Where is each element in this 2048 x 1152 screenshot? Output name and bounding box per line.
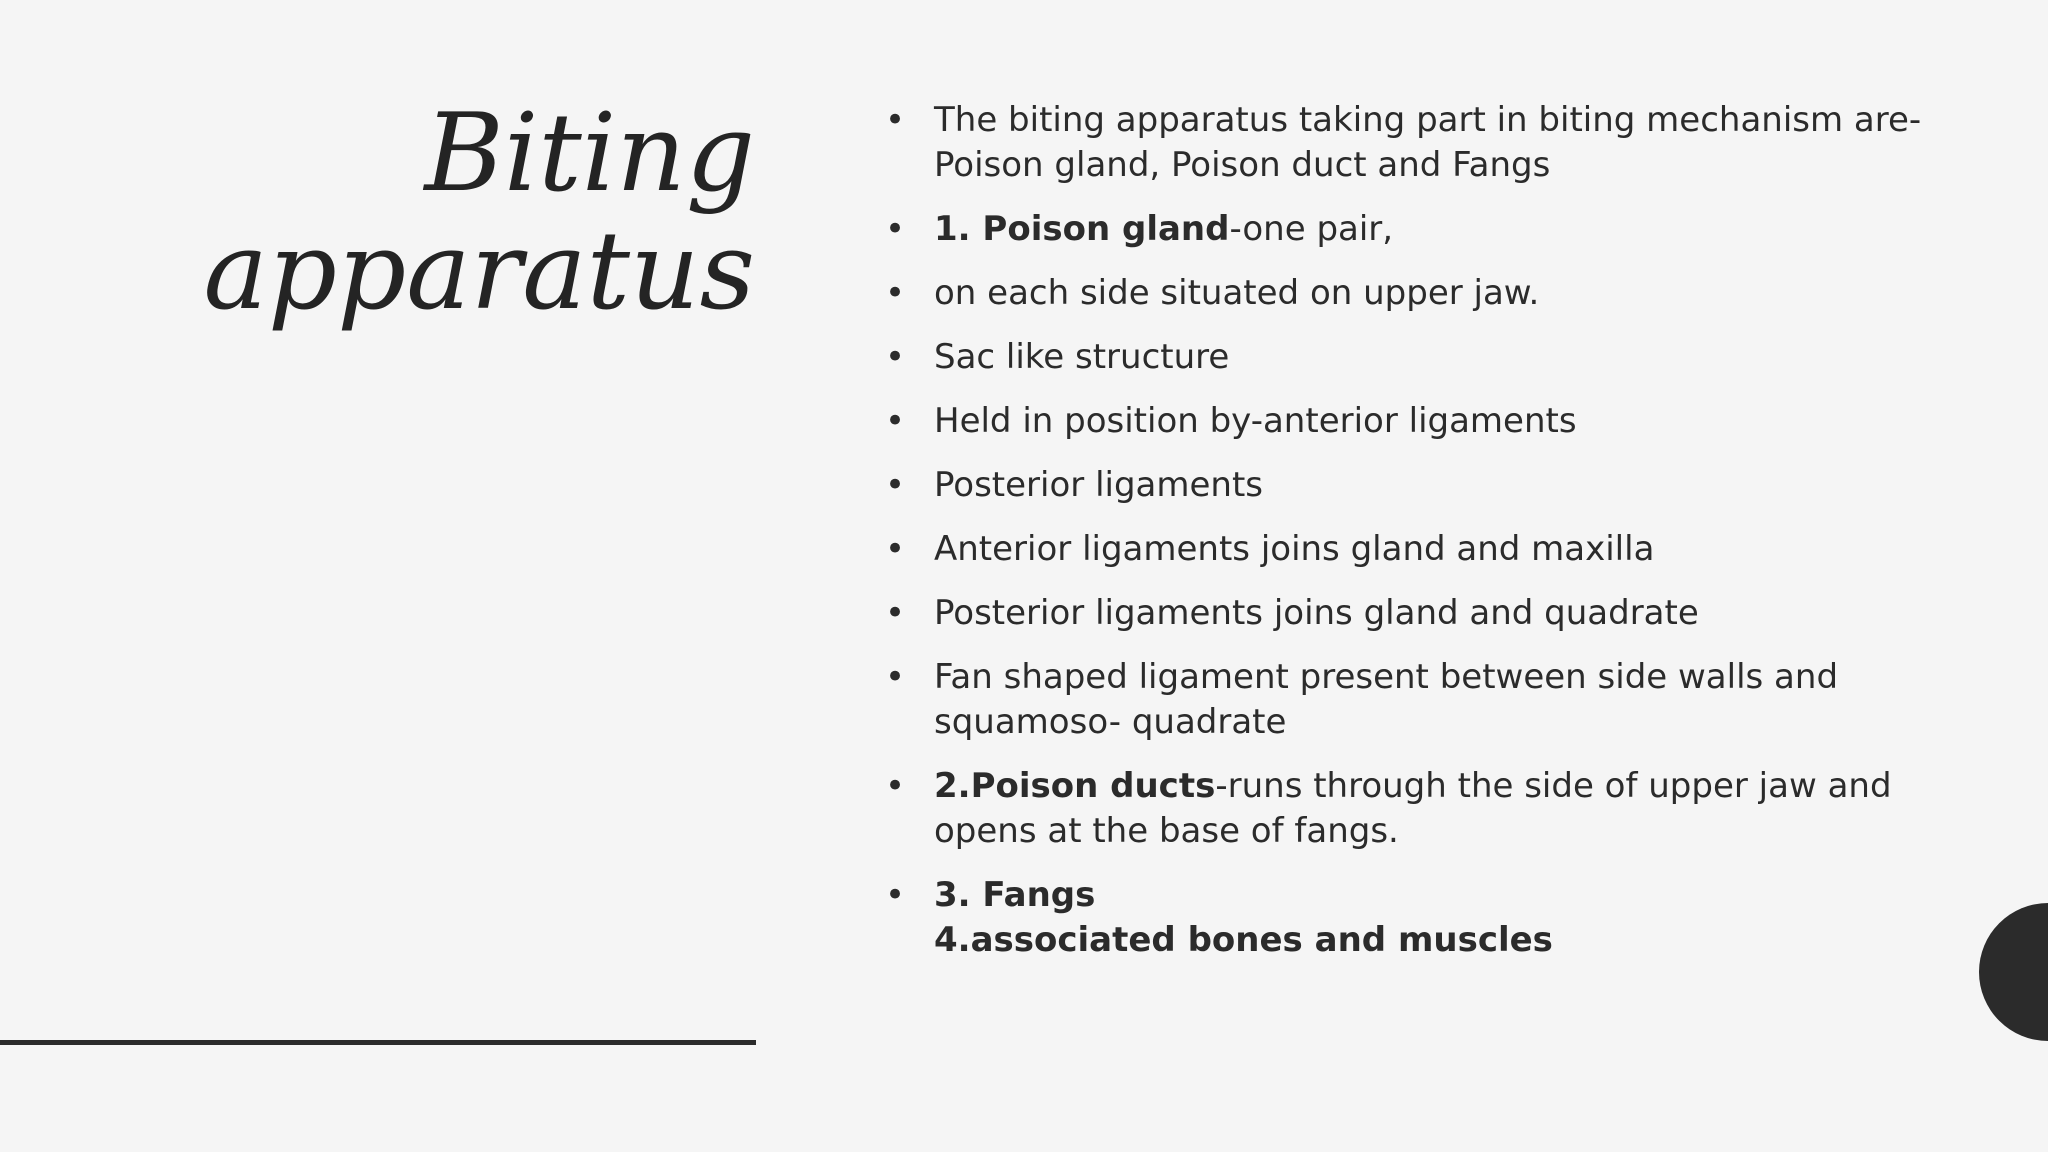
bullet-dot-icon: • [885, 100, 906, 140]
bullet-item [885, 271, 1995, 316]
slide-title [195, 91, 755, 334]
bullet-dot-icon: • [885, 337, 906, 377]
bullet-bold-heading: 1. Poison gland [934, 209, 1230, 249]
bullet-dot-icon: • [885, 465, 906, 505]
bullet-text-rest: -one pair, [1229, 209, 1394, 249]
bullet-dot-icon: • [885, 529, 906, 569]
bullet-dot-icon: • [885, 401, 906, 441]
bullet-text: The biting apparatus taking part in biting mechanism are- Poison gland, Poison duct and Fangs [934, 100, 1922, 185]
title-underline-rule [0, 1040, 756, 1045]
bullet-item [885, 463, 1995, 508]
bullet-text [934, 873, 1995, 963]
bullet-list [885, 98, 1995, 982]
bullet-bold-heading: 2.Poison ducts [934, 766, 1216, 806]
bullet-item [885, 98, 1995, 188]
bullet-dot-icon: • [885, 875, 906, 915]
bullet-text: Fan shaped ligament present between side walls and squamoso- quadrate [934, 657, 1839, 742]
bullet-item [885, 764, 1995, 854]
bullet-item [885, 399, 1995, 444]
bullet-text: Anterior ligaments joins gland and maxilla [934, 529, 1655, 569]
bullet-dot-icon: • [885, 657, 906, 697]
bullet-text [934, 764, 1995, 854]
bullet-text: Held in position by-anterior ligaments [934, 401, 1577, 441]
bullet-item [885, 527, 1995, 572]
bullet-bold-heading-2: 4.associated bones and muscles [934, 920, 1553, 960]
bullet-text-rest: -runs through the side of upper jaw and opens at the base of fangs. [934, 766, 1892, 851]
bullet-text: Posterior ligaments joins gland and quadrate [934, 593, 1699, 633]
bullet-item [885, 655, 1995, 745]
bullet-dot-icon: • [885, 766, 906, 806]
slide-title-line-1: Biting [424, 91, 755, 216]
bullet-item [885, 335, 1995, 380]
bullet-item [885, 207, 1995, 252]
bullet-item [885, 873, 1995, 963]
bullet-item [885, 591, 1995, 636]
bullet-text: Posterior ligaments [934, 465, 1264, 505]
bullet-text: on each side situated on upper jaw. [934, 273, 1540, 313]
bullet-text: Sac like structure [934, 337, 1230, 377]
bullet-dot-icon: • [885, 273, 906, 313]
bullet-bold-heading: 3. Fangs [934, 875, 1096, 915]
bullet-text [934, 207, 1995, 252]
slide-title-line-2: apparatus [203, 209, 755, 334]
bullet-dot-icon: • [885, 209, 906, 249]
bullet-dot-icon: • [885, 593, 906, 633]
